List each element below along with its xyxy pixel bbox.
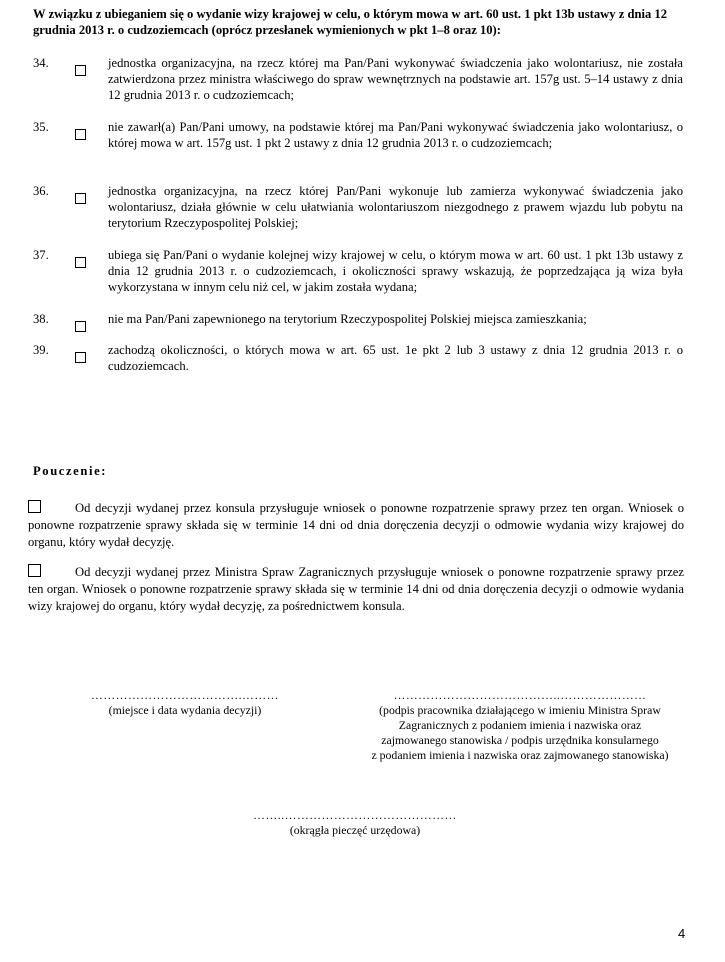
checkbox-37[interactable] xyxy=(75,257,86,268)
section-header xyxy=(33,6,683,38)
pouczenie-title: Pouczenie: xyxy=(33,464,108,478)
pouczenie-text: Od decyzji wydanej przez Ministra Spraw Zagranicznych przysługuje wniosek o ponowne rozpatrzenie sprawy przez ten organ. Wniosek o ponowne rozpatrzenie sprawy składa się w terminie 14 dni od dnia doręczenia decyzji o odmowie wydania wizy krajowej do organu, który wydał decyzję, za pośrednictwem konsula. xyxy=(28,565,684,613)
signature-caption-line-2: Zagranicznych z podaniem imienia i nazwiska oraz xyxy=(398,718,642,732)
list-item-34 xyxy=(33,55,683,119)
official-stamp xyxy=(230,808,480,838)
checkbox-consul[interactable] xyxy=(28,500,41,513)
page-number: 4 xyxy=(678,926,686,941)
pouczenie-paragraph-minister xyxy=(28,564,684,615)
signature-line: ……………………………….……… xyxy=(91,688,279,702)
item-number: 37. xyxy=(33,248,49,262)
header-parenthetical: (oprócz przesłanek wymienionych w pkt 1–8 oraz 10): xyxy=(208,23,501,37)
signature-caption-line-1: (podpis pracownika działającego w imieniu Ministra Spraw xyxy=(379,703,661,717)
list-item-36 xyxy=(33,183,683,247)
item-number: 38. xyxy=(33,312,49,326)
item-text: jednostka organizacyjna, na rzecz której Pan/Pani wykonuje lub zamierza wykonywać świadczenia jako wolontariusz, działa głównie w celu ułatwiania wolontariuszom niezgodnego z prawem wjazdu lub pobytu na terytorium Rzeczypospolitej Polskiej; xyxy=(108,184,683,230)
item-text: zachodzą okoliczności, o których mowa w art. 65 ust. 1e pkt 2 lub 3 ustawy z dnia 12 grudnia 2013 r. o cudzoziemcach. xyxy=(108,343,683,373)
item-number: 34. xyxy=(33,56,49,70)
checkbox-35[interactable] xyxy=(75,129,86,140)
signature-line: …………………………………..………………… xyxy=(393,688,647,702)
item-number: 39. xyxy=(33,343,49,357)
signature-place-date xyxy=(70,688,300,718)
signature-caption-line-4: z podaniem imienia i nazwiska oraz zajmowanego stanowiska) xyxy=(371,748,669,762)
item-number: 36. xyxy=(33,184,49,198)
list-item-37 xyxy=(33,247,683,311)
stamp-line: ……..…………………………………… xyxy=(253,808,457,822)
signature-official xyxy=(340,688,700,763)
item-number: 35. xyxy=(33,120,49,134)
checkbox-minister[interactable] xyxy=(28,564,41,577)
item-text: nie ma Pan/Pani zapewnionego na terytorium Rzeczypospolitej Polskiej miejsca zamieszkania; xyxy=(108,312,587,326)
signature-caption-line-3: zajmowanego stanowiska / podpis urzędnika konsularnego xyxy=(381,733,659,747)
stamp-caption: (okrągła pieczęć urzędowa) xyxy=(289,823,421,837)
list-item-39 xyxy=(33,342,683,374)
item-text: nie zawarł(a) Pan/Pani umowy, na podstawie której ma Pan/Pani wykonywać świadczenia jako wolontariusz, o której mowa w art. 157g ust. 1 pkt 2 ustawy z dnia 12 grudnia 2013 r. o cudzoziemcach; xyxy=(108,120,683,150)
list-item-35 xyxy=(33,119,683,183)
item-text: ubiega się Pan/Pani o wydanie kolejnej wizy krajowej w celu, o którym mowa w art. 60 ust. 1 pkt 13b ustawy z dnia 12 grudnia 2013 r. o cudzoziemcach, i okoliczności sprawy wskazują, że poprzedzająca ją wiza była wykorzystana w innym celu niż cel, w jakim została wydana; xyxy=(108,248,683,294)
conditions-list xyxy=(33,55,683,374)
pouczenie-paragraph-consul xyxy=(28,500,684,551)
signature-caption: (miejsce i data wydania decyzji) xyxy=(108,703,262,717)
checkbox-39[interactable] xyxy=(75,352,86,363)
header-title: W związku z ubieganiem się o wydanie wizy krajowej w celu, o którym mowa w art. 60 ust. 1 pkt 13b ustawy z dnia 12 grudnia 2013 r. o cudzoziemcach xyxy=(33,7,667,37)
checkbox-38[interactable] xyxy=(75,321,86,332)
pouczenie-text: Od decyzji wydanej przez konsula przysługuje wniosek o ponowne rozpatrzenie sprawy przez ten organ. Wniosek o ponowne rozpatrzenie sprawy składa się w terminie 14 dni od dnia doręczenia decyzji o odmowie wydania wizy krajowej do organu, który wydał decyzję. xyxy=(28,501,684,549)
list-item-38 xyxy=(33,311,683,342)
checkbox-34[interactable] xyxy=(75,65,86,76)
checkbox-36[interactable] xyxy=(75,193,86,204)
item-text: jednostka organizacyjna, na rzecz której ma Pan/Pani wykonywać świadczenia jako wolontariusz, nie została zatwierdzona przez ministra właściwego do spraw wewnętrznych na podstawie art. 157g ust. 5–14 ustawy z dnia 12 grudnia 2013 r. o cudzoziemcach; xyxy=(108,56,683,102)
